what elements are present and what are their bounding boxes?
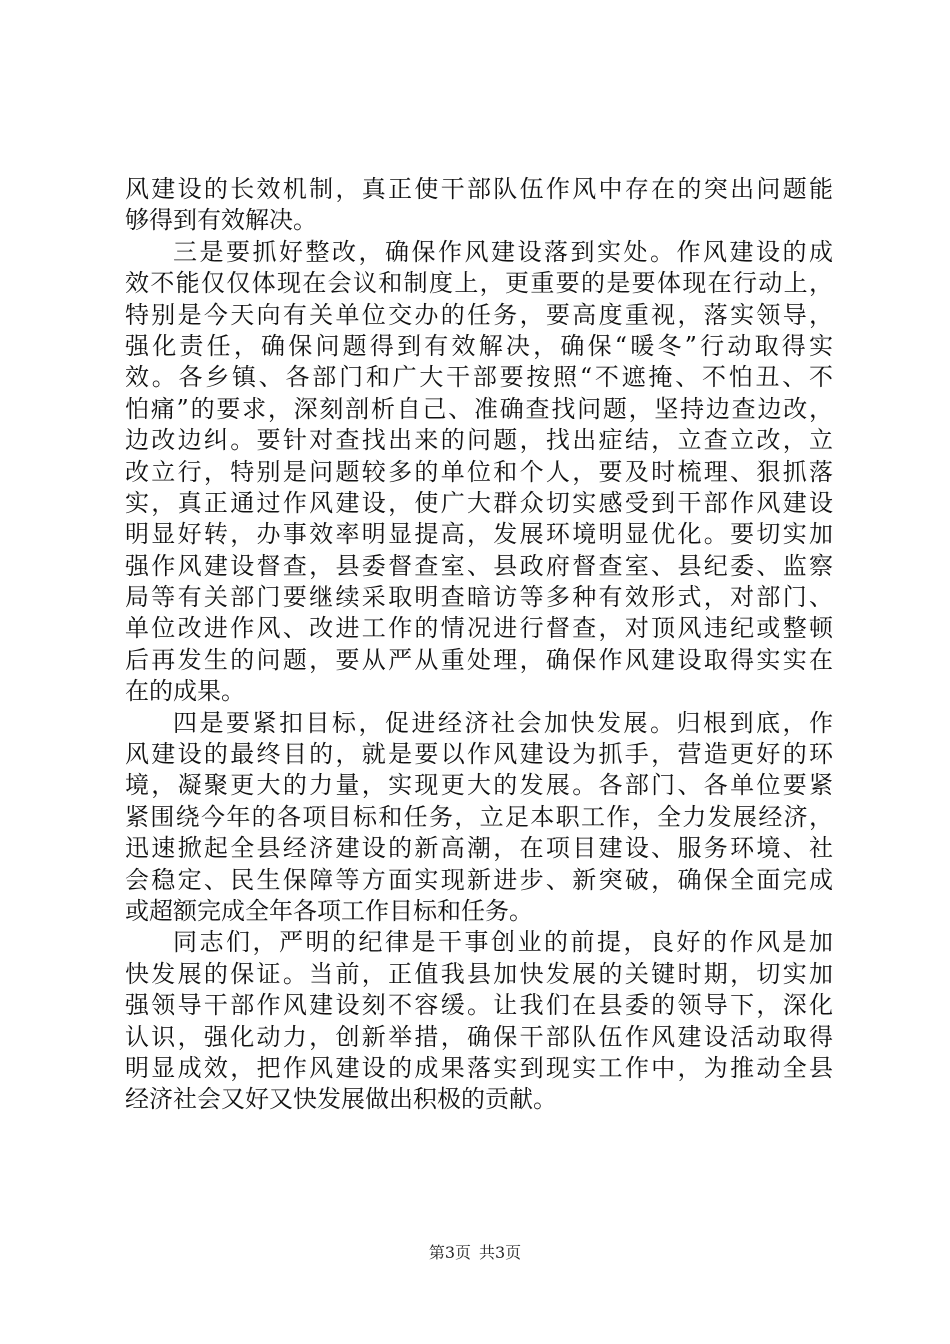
- text-line: 单位改进作风、改进工作的情况进行督查，对顶风违纪或整顿: [125, 614, 833, 643]
- text-line: 局等有关部门要继续采取明查暗访等多种有效形式，对部门、: [125, 583, 833, 612]
- text-line: 后再发生的问题，要从严从重处理，确保作风建设取得实实在: [125, 645, 833, 674]
- text-line: 紧围绕今年的各项目标和任务，立足本职工作，全力发展经济，: [125, 802, 833, 831]
- text-line: 会稳定、民生保障等方面实现新进步、新突破，确保全面完成: [125, 865, 833, 894]
- document-body: [125, 174, 833, 1116]
- text-line: 认识，强化动力，创新举措，确保干部队伍作风建设活动取得: [125, 1022, 833, 1051]
- page-number: 第3页: [428, 1243, 471, 1262]
- text-line: 强化责任，确保问题得到有效解决，确保“暖冬”行动取得实: [125, 331, 833, 360]
- page-total: 共3页: [479, 1243, 522, 1262]
- text-line: 明显好转，办事效率明显提高，发展环境明显优化。要切实加: [125, 520, 833, 549]
- text-line: 风建设的最终目的，就是要以作风建设为抓手，营造更好的环: [125, 740, 833, 769]
- text-line: 或超额完成全年各项工作目标和任务。: [125, 896, 533, 925]
- text-line: 改立行，特别是问题较多的单位和个人，要及时梳理、狠抓落: [125, 457, 833, 486]
- text-line: 明显成效，把作风建设的成果落实到现实工作中，为推动全县: [125, 1053, 833, 1082]
- text-line: 边改边纠。要针对查找出来的问题，找出症结，立查立改，立: [125, 426, 833, 455]
- text-line: 在的成果。: [125, 677, 245, 706]
- text-line: 经济社会又好又快发展做出积极的贡献。: [125, 1085, 557, 1114]
- text-line: 够得到有效解决。: [125, 206, 317, 235]
- text-line: 效不能仅仅体现在会议和制度上，更重要的是要体现在行动上，: [125, 269, 833, 298]
- text-line: 境，凝聚更大的力量，实现更大的发展。各部门、各单位要紧: [125, 771, 833, 800]
- text-line: 风建设的长效机制，真正使干部队伍作风中存在的突出问题能: [125, 175, 833, 203]
- text-line: 三是要抓好整改，确保作风建设落到实处。作风建设的成: [173, 237, 833, 266]
- text-line: 特别是今天向有关单位交办的任务，要高度重视，落实领导，: [125, 300, 833, 329]
- text-line: 迅速掀起全县经济建设的新高潮，在项目建设、服务环境、社: [125, 834, 833, 863]
- text-line: 快发展的保证。当前，正值我县加快发展的关键时期，切实加: [125, 959, 833, 988]
- text-line: 强领导干部作风建设刻不容缓。让我们在县委的领导下，深化: [125, 991, 833, 1020]
- text-line: 同志们，严明的纪律是干事创业的前提，良好的作风是加: [173, 928, 833, 957]
- text-line: 四是要紧扣目标，促进经济社会加快发展。归根到底，作: [173, 708, 833, 737]
- text-line: 怕痛”的要求，深刻剖析自己、准确查找问题，坚持边查边改，: [125, 394, 833, 423]
- text-line: 效。各乡镇、各部门和广大干部要按照“不遮掩、不怕丑、不: [125, 363, 833, 392]
- text-line: 实，真正通过作风建设，使广大群众切实感受到干部作风建设: [125, 488, 833, 517]
- page-footer: [0, 1243, 950, 1263]
- text-line: 强作风建设督查，县委督查室、县政府督查室、县纪委、监察: [125, 551, 833, 580]
